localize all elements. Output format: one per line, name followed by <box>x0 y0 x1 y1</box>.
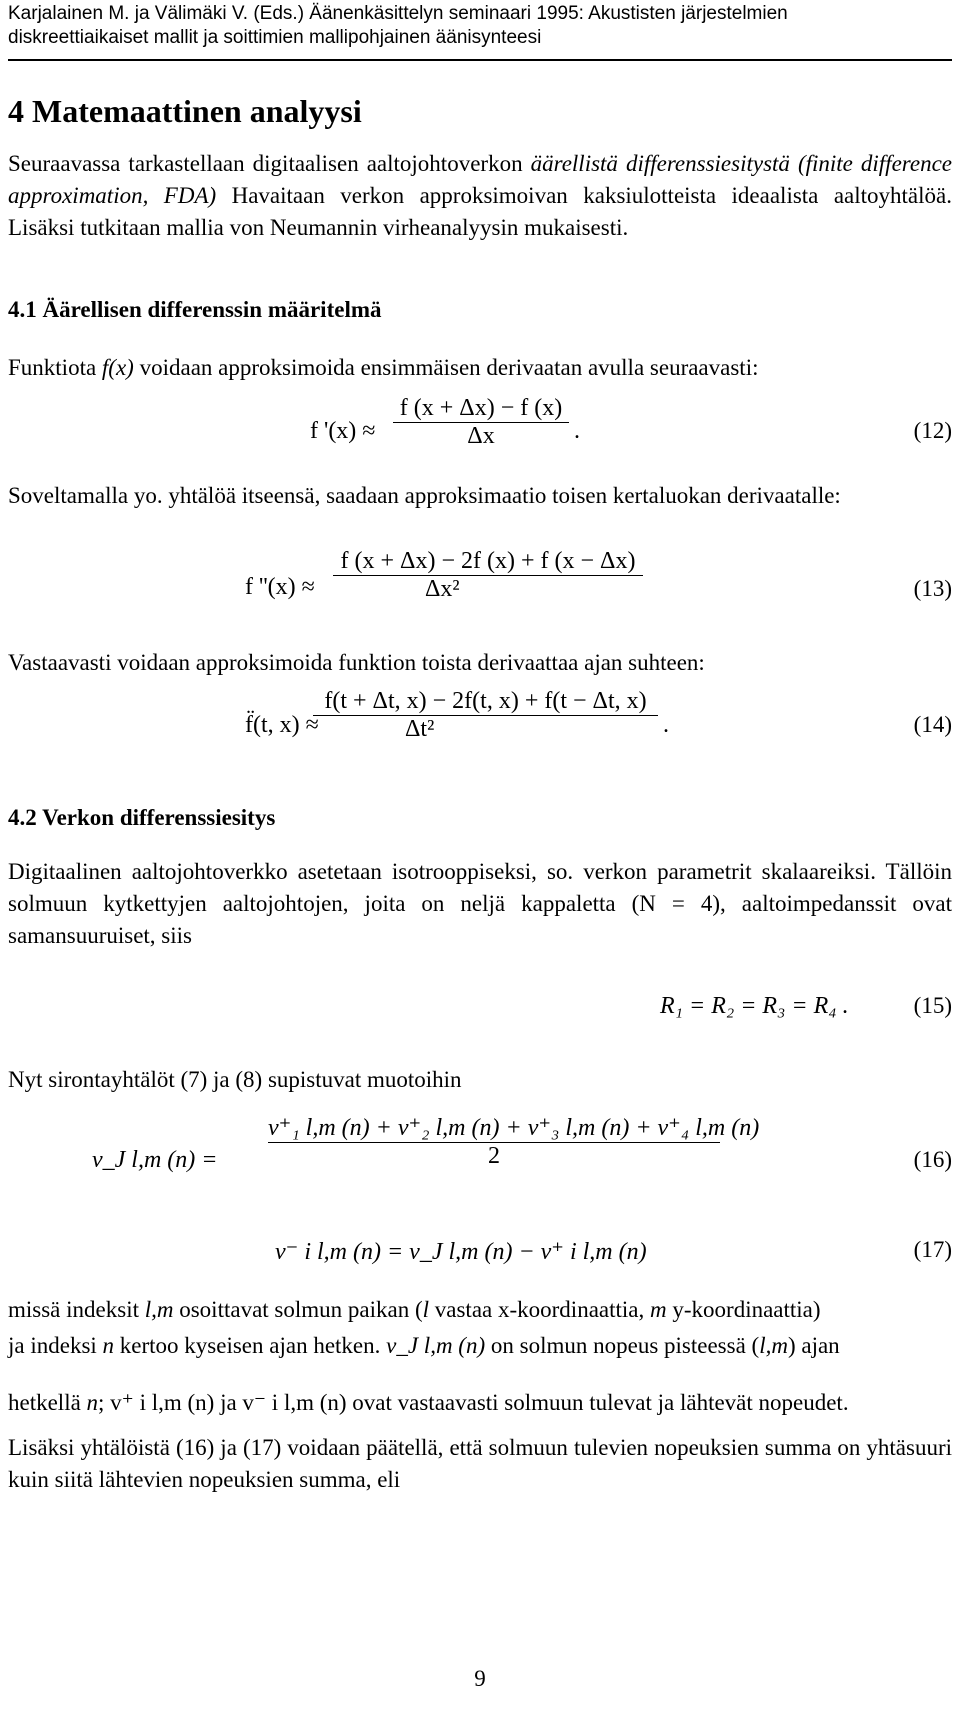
paragraph-41c: Vastaavasti voidaan approksimoida funktion toista derivaattaa ajan suhteen: <box>8 650 705 675</box>
header-line-2: diskreettiaikaiset mallit ja soittimien mallipohjainen äänisynteesi <box>8 27 542 48</box>
p42c-l3b: n <box>86 1390 99 1415</box>
paragraph-42c-line2 <box>8 1330 952 1362</box>
paragraph-41a <box>8 352 952 384</box>
eq15-body: R₁ = R₂ = R₃ = R₄ . <box>660 993 849 1019</box>
eq12-dot: . <box>574 418 580 444</box>
eq12-lhs: f '(x) ≈ <box>310 418 376 444</box>
p42c-l1a: missä indeksit <box>8 1297 145 1322</box>
eq17-body: v⁻ i l,m (n) = v_J l,m (n) − v⁺ i l,m (n) <box>275 1239 647 1265</box>
section-42-title: 4.2 Verkon differenssiesitys <box>8 805 276 830</box>
intro-text-c: Havaitaan verkon approksimoivan kaksiulotteista ideaalista aaltoyhtälöä. Lisäksi tutkitaan mallia von Neumannin virheanalyysin mukaisesti. <box>8 183 952 240</box>
eq16-fraction <box>268 1113 760 1170</box>
p42c-l1e: vastaa x-koordinaattia, <box>429 1297 650 1322</box>
section-41-title: 4.1 Äärellisen differenssin määritelmä <box>8 297 382 322</box>
eq16-label: (16) <box>913 1147 952 1172</box>
p42c-l1f: m <box>650 1297 667 1322</box>
p42c-l2e: on solmun nopeus pisteessä ( <box>485 1333 760 1358</box>
eq14-fraction <box>313 688 658 743</box>
p42c-l1d: l <box>422 1297 430 1322</box>
intro-paragraph <box>8 148 952 244</box>
eq13-lhs: f ''(x) ≈ <box>245 574 315 600</box>
running-header <box>8 2 952 50</box>
intro-text-italic: äärellistä differenssiesitystä (finite difference approximation, FDA) <box>8 151 953 208</box>
header-rule <box>8 59 952 61</box>
eq14-dot: . <box>663 712 669 738</box>
p42c-l1g: y-koordinaattia) <box>666 1297 821 1322</box>
eq12-numerator: f (x + Δx) − f (x) <box>399 395 563 421</box>
eq16-numerator: v⁺₁ l,m (n) + v⁺₂ l,m (n) + v⁺₃ l,m (n) + v⁺₄ l,m (n) <box>268 1115 760 1141</box>
paragraph-42a: Digitaalinen aaltojohtoverkko asetetaan isotrooppiseksi, so. verkon parametrit skalaareiksi. Tällöin solmuun kytkettyjen aaltojohtojen, joita on neljä kappaletta (N = 4), aaltoimpedanssit ovat samansuuruiset, siis <box>8 859 952 948</box>
eq16-lhs: v_J l,m (n) = <box>92 1147 218 1173</box>
p41a-fx: f(x) <box>101 355 134 380</box>
paragraph-42b: Nyt sirontayhtälöt (7) ja (8) supistuvat muotoihin <box>8 1067 462 1092</box>
eq14-label: (14) <box>913 712 952 737</box>
header-line-1: Karjalainen M. ja Välimäki V. (Eds.) Äänenkäsittelyn seminaari 1995: Akustisten järjestelmien <box>8 3 788 24</box>
eq13-fraction <box>333 548 643 603</box>
eq13-label: (13) <box>913 576 952 601</box>
p41a-text-b: voidaan approksimoida ensimmäisen derivaatan avulla seuraavasti: <box>133 355 759 380</box>
paragraph-41b: Soveltamalla yo. yhtälöä itseensä, saadaan approksimaatio toisen kertaluokan derivaatalle: <box>8 483 841 508</box>
eq12-denominator: Δx <box>467 423 495 449</box>
eq15-label: (15) <box>913 993 952 1018</box>
intro-text-a: Seuraavassa tarkastellaan digitaalisen aaltojohtoverkon <box>8 151 531 176</box>
p42c-l1b: l,m <box>144 1297 174 1322</box>
eq17-label: (17) <box>913 1237 952 1262</box>
eq14-lhs: f̈(t, x) ≈ <box>245 712 319 738</box>
p42c-l3a: hetkellä <box>8 1390 87 1415</box>
eq14-numerator: f(t + Δt, x) − 2f(t, x) + f(t − Δt, x) <box>324 688 647 714</box>
p42c-l2a: ja indeksi <box>8 1333 103 1358</box>
paragraph-42c-line3 <box>8 1387 952 1419</box>
p42c-l2f: l,m <box>759 1333 788 1358</box>
p41a-text-a: Funktiota <box>8 355 102 380</box>
eq12-fraction <box>393 395 569 450</box>
eq13-numerator: f (x + Δx) − 2f (x) + f (x − Δx) <box>340 548 636 574</box>
eq16-denominator: 2 <box>488 1143 500 1169</box>
p42c-l3c: ; v⁺ i l,m (n) ja v⁻ i l,m (n) ovat vastaavasti solmuun tulevat ja lähtevät nopeudet. <box>98 1390 849 1415</box>
p42c-l1c: osoittavat solmun paikan ( <box>173 1297 423 1322</box>
eq14-denominator: Δt² <box>405 716 435 742</box>
p42c-l2g: ) ajan <box>787 1333 840 1358</box>
p42c-l2d: v_J l,m (n) <box>386 1333 486 1358</box>
paragraph-42c-line1 <box>8 1294 952 1326</box>
eq12-label: (12) <box>913 418 952 443</box>
page-number: 9 <box>474 1666 486 1691</box>
p42c-l2c: kertoo kyseisen ajan hetken. <box>114 1333 387 1358</box>
eq13-denominator: Δx² <box>425 576 460 602</box>
section-4-title: 4 Matemaattinen analyysi <box>8 93 362 129</box>
p42c-l2b: n <box>102 1333 115 1358</box>
paragraph-42c-line4: Lisäksi yhtälöistä (16) ja (17) voidaan päätellä, että solmuun tulevien nopeuksien summa on yhtäsuuri kuin siitä lähtevien nopeuksien summa, eli <box>8 1435 952 1492</box>
